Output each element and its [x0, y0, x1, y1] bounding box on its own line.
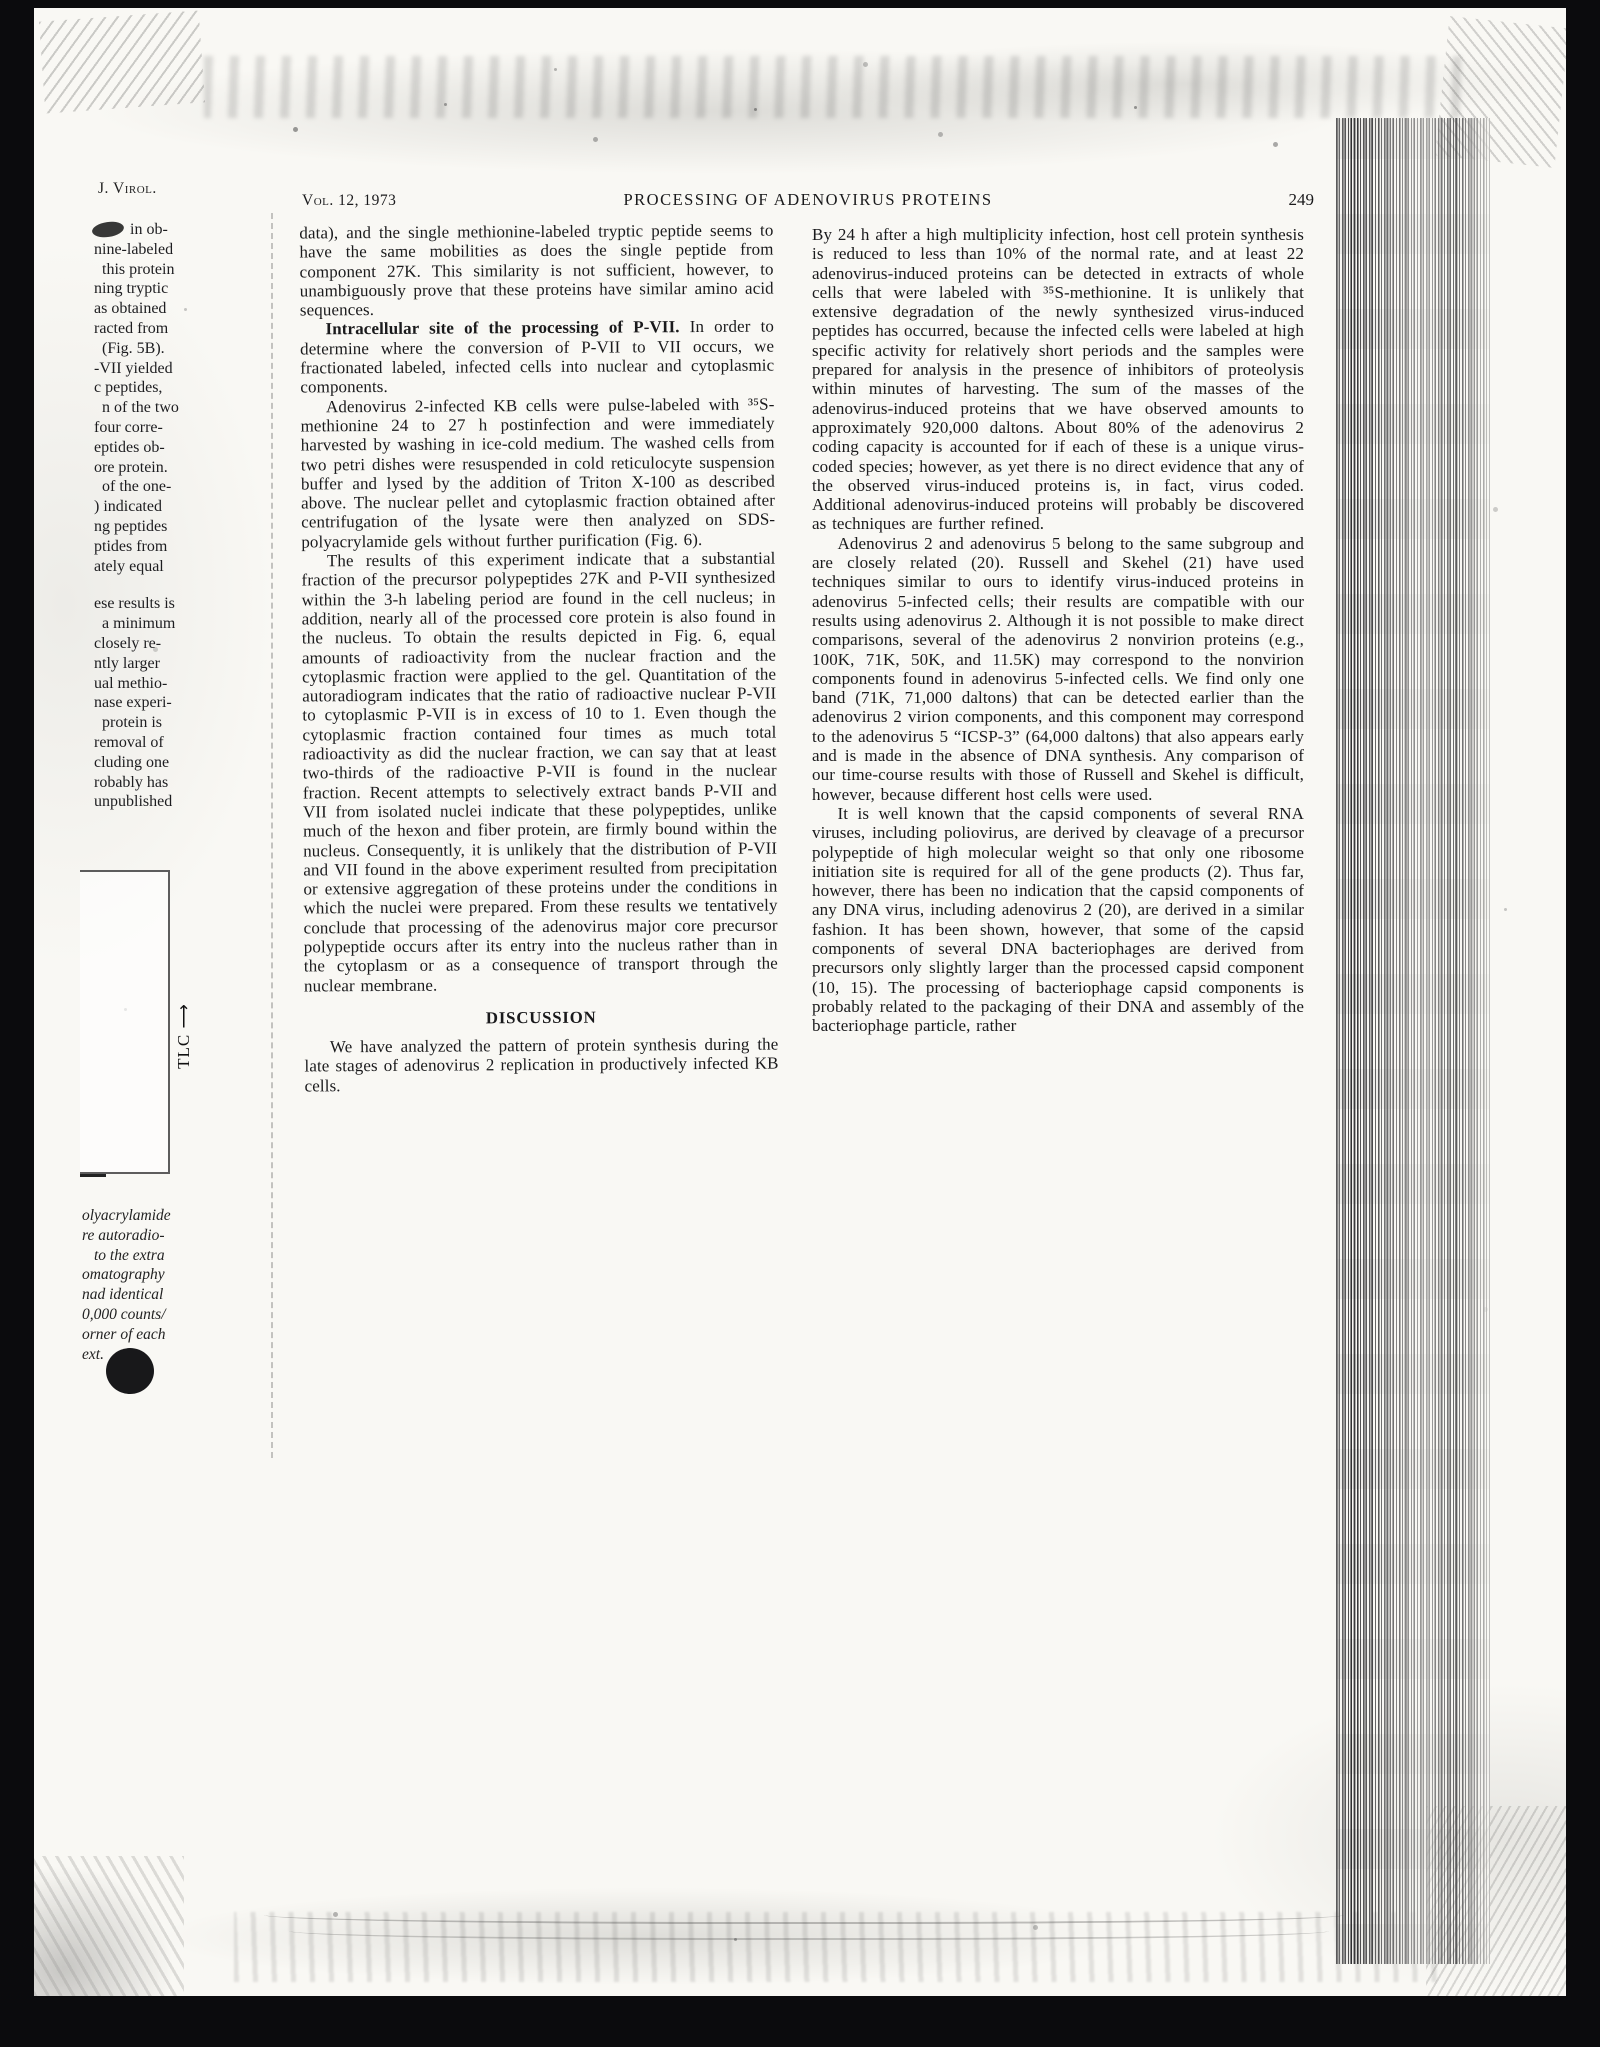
book-page-edges — [1336, 118, 1490, 1964]
margin-fragment: n of the two — [102, 399, 179, 417]
margin-fragment: c peptides, — [94, 379, 163, 397]
figure-axis-tick — [80, 1174, 106, 1177]
margin-fragment: of the one- — [102, 478, 172, 496]
scan-noise-band — [204, 56, 1464, 118]
caption-fragment: omatography — [82, 1266, 165, 1284]
caption-fragment: orner of each — [82, 1325, 166, 1343]
margin-fragment: ntly larger — [94, 654, 160, 672]
paragraph: It is well known that the capsid components of several RNA viruses, including poliovirus, are derived by cleavage of a precursor polypeptide of high molecular weight so that only one ribosome initiation site is required for all of the gene products (2). Thus far, however, there has been no indication that the capsid components of any DNA virus, including adenovirus 2 (20), are derived in a similar fashion. It has been shown, however, that some of the capsid components of several DNA bacteriophages are derived from precursors only slightly larger than the processed capsid component (10, 15). The processing of bacteriophage capsid components is probably related to the packaging of their DNA and assembly of the bacteriophage particle, rather — [812, 803, 1304, 1036]
run-in-heading: Intracellular site of the processing of P-VII. — [325, 317, 680, 339]
volume-info: Vol. 12, 1973 — [302, 192, 397, 209]
paragraph: Adenovirus 2-infected KB cells were pulse-labeled with ³⁵S-methionine 24 to 27 h postinfection and were immediately harvested by washing in ice-cold medium. The washed cells from two petri dishes were resuspended in cold reticulocyte suspension buffer and lysed by the addition of Triton X-100 as described above. The nuclear pellet and cytoplasmic fraction obtained after centrifugation of the lysate were then analyzed on SDS-polyacrylamide gels without further purification (Fig. 6). — [300, 394, 776, 552]
paragraph: We have analyzed the pattern of protein synthesis during the late stages of adenovirus 2 replication in productively infected KB cells. — [304, 1034, 779, 1096]
cut-off-figure-frame — [80, 870, 170, 1174]
page-number: 249 — [1288, 190, 1314, 209]
caption-fragment: olyacrylamide — [82, 1207, 171, 1224]
margin-fragment: four corre- — [94, 418, 163, 436]
margin-fragment: ual methio- — [94, 674, 168, 692]
page-edges-fade — [1336, 118, 1490, 1964]
paragraph — [300, 317, 774, 397]
caption-fragment: to the extra — [94, 1246, 165, 1264]
tlc-axis-label: TLC ⟶ — [174, 1003, 193, 1069]
running-title: PROCESSING OF ADENOVIRUS PROTEINS — [623, 190, 993, 209]
caption-fragment: nad identical — [82, 1286, 164, 1304]
margin-fragment: racted from — [94, 319, 169, 337]
margin-fragment: in ob- — [130, 221, 168, 238]
margin-fragment: -VII yielded — [94, 359, 173, 377]
left-column — [299, 221, 778, 1096]
margin-fragment: ning tryptic — [94, 280, 169, 298]
page-fold-line — [271, 213, 273, 1458]
margin-journal-abbrev: J. Virol. — [98, 180, 157, 197]
margin-fragment: a minimum — [102, 615, 176, 633]
scan-artifact-top-left — [39, 11, 205, 114]
margin-fragment: cluding one — [94, 753, 170, 771]
margin-fragment: removal of — [94, 733, 164, 751]
margin-fragment: protein is — [102, 714, 162, 732]
punch-hole — [106, 1348, 154, 1394]
caption-fragment: re autoradio- — [82, 1226, 165, 1244]
margin-fragment: ore protein. — [94, 458, 168, 476]
margin-fragment: ese results is — [94, 595, 175, 613]
margin-fragment: (Fig. 5B). — [102, 339, 165, 357]
page-bottom-edge-line — [289, 1922, 1329, 1940]
margin-fragment: nine-labeled — [94, 240, 174, 258]
margin-fragment: closely re- — [94, 634, 162, 652]
margin-fragment: ng peptides — [94, 517, 168, 535]
right-column — [812, 225, 1304, 1035]
section-heading: DISCUSSION — [485, 1007, 597, 1028]
caption-fragment: ext. — [82, 1345, 104, 1363]
margin-fragment: nase experi- — [94, 694, 172, 712]
margin-fragment: ptides from — [94, 537, 168, 555]
paragraph: By 24 h after a high multiplicity infection, host cell protein synthesis is reduced to less than 10% of the normal rate, and at least 22 adenovirus-induced proteins can be detected in extracts of whole cells that were labeled with ³⁵S-methionine. It is unlikely that extensive degradation of the newly synthesized virus-induced peptides has occurred, because the infected cells were labeled at high specific activity for relatively short periods and the samples were prepared for analysis in the presence of inhibitors of proteolysis within minutes of harvesting. The sum of the masses of the adenovirus-induced proteins that we have observed amounts to approximately 920,000 daltons. About 80% of the adenovirus 2 coding capacity is accounted for if each of these is a unique virus-coded species; however, as yet there is no direct evidence that any of the observed virus-induced proteins is, in fact, virus coded. Additional adenovirus-induced proteins will probably be discovered as techniques are further refined. — [812, 225, 1304, 534]
scan-speckles — [34, 8, 37, 11]
figure-caption-fragments — [82, 1206, 171, 1364]
previous-page-text-fragments — [94, 220, 244, 812]
margin-fragment: unpublished — [94, 793, 173, 811]
paragraph: The results of this experiment indicate that a substantial fraction of the precursor polypeptides 27K and P-VII synthesized within the 3-h labeling period are found in the cell nucleus; in addition, nearly all of the processed core protein is also found in the nucleus. To obtain the results depicted in Fig. 6, equal amounts of radioactivity from the nuclear fraction and the cytoplasmic fraction were applied to the gel. Quantitation of the autoradiogram indicates that the ratio of radioactive nuclear P-VII to cytoplasmic P-VII is in excess of 10 to 1. Even though the cytoplasmic fraction contained four times as much total radioactivity as did the nuclear fraction, we can say that at least two-thirds of the radioactive P-VII is found in the nuclear fraction. Recent attempts to selectively extract bands P-VII and VII from isolated nuclei indicate that these polypeptides, unlike much of the hexon and fiber protein, are firmly bound within the nucleus. Consequently, it is unlikely that the distribution of P-VII and VII found in the above experiment resulted from precipitation or extensive aggregation of these proteins under the conditions in which the nuclei were prepared. From these results we tentatively conclude that processing of the adenovirus major core precursor polypeptide occurs after its entry into the nucleus rather than in the cytoplasm or as a consequence of transport through the nuclear membrane. — [301, 548, 778, 996]
margin-fragment: ately equal — [94, 557, 164, 575]
paragraph: data), and the single methionine-labeled tryptic peptide seems to have the same mobilities as does the single peptide from component 27K. This similarity is not sufficient, however, to unambiguously prove that these proteins have similar amino acid sequences. — [299, 220, 774, 320]
margin-fragment: robably has — [94, 773, 169, 791]
scanned-paper — [34, 8, 1566, 1996]
caption-fragment: 0,000 counts/ — [82, 1305, 166, 1323]
margin-fragment: eptides ob- — [94, 438, 165, 456]
paragraph-text: In order to determine where the conversion of P-VII to VII occurs, we fractionated labeled, infected cells into nuclear and cytoplasmic components. — [300, 317, 775, 397]
margin-fragment: this protein — [102, 260, 175, 278]
scan-artifact-bottom-left — [34, 1856, 184, 1996]
margin-fragment: ) indicated — [94, 498, 162, 516]
paragraph: Adenovirus 2 and adenovirus 5 belong to the same subgroup and are closely related (20). Russell and Skehel (21) have used techniques similar to ours to identify virus-induced proteins in adenovirus 5-infected cells; their results are compatible with our results using adenovirus 2. Although it is not possible to make direct comparisons, several of the adenovirus 2 nonvirion proteins (e.g., 100K, 71K, 50K, and 11.5K) may correspond to the nonvirion components found in adenovirus 5-infected cells. We find only one band (71K, 71,000 daltons) that can be detected earlier than the adenovirus 2 virion components, and this component may correspond to the adenovirus 5 “ICSP-3” (64,000 daltons) that also appears early and is made in the absence of DNA synthesis. Any comparison of our time-course results with those of Russell and Skehel is difficult, however, because different host cells were used. — [812, 533, 1304, 804]
page-header — [302, 190, 1314, 214]
margin-fragment: as obtained — [94, 300, 167, 318]
